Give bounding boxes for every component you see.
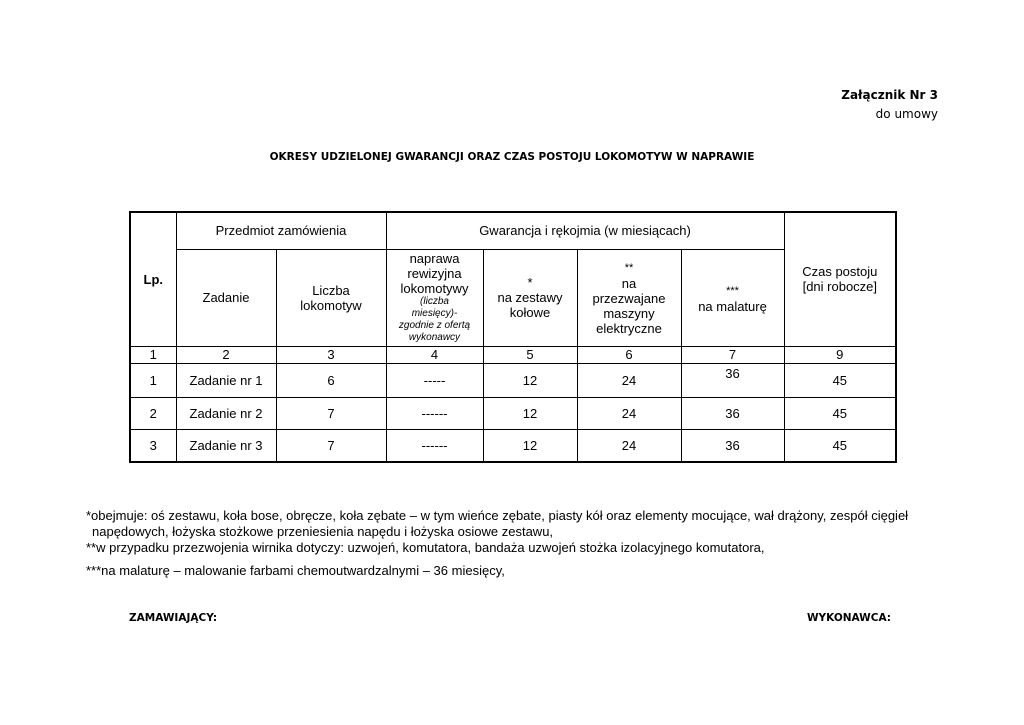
maszyny-line-4: elektryczne: [596, 321, 662, 336]
header-liczba: [276, 249, 386, 346]
cell-lp: 2: [130, 397, 176, 429]
table-row: [130, 397, 896, 429]
cell-malature: 36: [681, 363, 784, 397]
cell-czas: 45: [784, 397, 896, 429]
malature-line-1: na malaturę: [698, 298, 767, 314]
cell-lp: 1: [130, 363, 176, 397]
header-przedmiot: Przedmiot zamówienia: [176, 212, 386, 249]
cell-czas: 45: [784, 363, 896, 397]
naprawa-line-3: lokomotywy: [400, 281, 469, 296]
naprawa-italic-3: zgodnie z ofertą: [398, 320, 471, 331]
maszyny-line-2: przezwajane: [592, 291, 666, 306]
naprawa-italic-4: wykonawcy: [408, 332, 461, 343]
col-number: 1: [130, 346, 176, 363]
col-number: 5: [483, 346, 577, 363]
cell-zadanie: Zadanie nr 3: [176, 429, 276, 462]
signature-zamawiajacy: ZAMAWIAJĄCY:: [129, 612, 218, 624]
cell-zestawy: 12: [483, 429, 577, 462]
cell-malature: 36: [681, 397, 784, 429]
footnote-1b: napędowych, łożyska stożkowe przeniesienia napędu i łożyska osiowe zestawu,: [92, 524, 554, 539]
warranty-table: [129, 211, 897, 463]
maszyny-mark: **: [624, 262, 634, 274]
naprawa-italic-2: miesięcy)-: [411, 308, 458, 319]
col-number: 6: [577, 346, 681, 363]
cell-maszyny: 24: [577, 397, 681, 429]
table-row: [130, 429, 896, 462]
cell-liczba: 7: [276, 429, 386, 462]
header-zadanie: Zadanie: [176, 249, 276, 346]
cell-naprawa: -----: [386, 363, 483, 397]
cell-naprawa: ------: [386, 429, 483, 462]
maszyny-line-3: maszyny: [603, 306, 655, 321]
header-naprawa: [386, 249, 483, 346]
table-row: [130, 363, 896, 397]
zestawy-line-1: na zestawy: [497, 290, 563, 305]
annex-label: [841, 86, 938, 124]
header-lp: Lp.: [130, 212, 176, 346]
zestawy-mark: *: [527, 275, 533, 290]
footnote-3: ***na malaturę – malowanie farbami chemoutwardzalnymi – 36 miesięcy,: [86, 563, 505, 578]
cell-malature: 36: [681, 429, 784, 462]
cell-lp: 3: [130, 429, 176, 462]
cell-zestawy: 12: [483, 363, 577, 397]
col-number: 7: [681, 346, 784, 363]
naprawa-italic-1: (liczba: [420, 296, 449, 307]
header-czas-postoju: [784, 212, 896, 346]
cell-czas: 45: [784, 429, 896, 462]
liczba-line-1: Liczba: [312, 282, 350, 298]
cell-zadanie: Zadanie nr 2: [176, 397, 276, 429]
malature-mark: ***: [726, 284, 739, 297]
naprawa-line-2: rewizyjna: [407, 266, 462, 281]
annex-subtitle: do umowy: [875, 107, 938, 121]
header-gwarancja: Gwarancja i rękojmia (w miesiącach): [386, 212, 784, 249]
zestawy-line-2: kołowe: [509, 305, 551, 320]
header-maszyny: [577, 249, 681, 346]
maszyny-line-1: na: [621, 276, 637, 291]
col-number: 4: [386, 346, 483, 363]
cell-zestawy: 12: [483, 397, 577, 429]
header-malature: [681, 249, 784, 346]
cell-maszyny: 24: [577, 363, 681, 397]
cell-naprawa: ------: [386, 397, 483, 429]
cell-zadanie: Zadanie nr 1: [176, 363, 276, 397]
footnotes: [86, 508, 966, 579]
signature-wykonawca: WYKONAWCA:: [806, 612, 891, 624]
czas-line-1: Czas postoju: [802, 264, 878, 280]
col-number: 9: [784, 346, 896, 363]
column-number-row: [130, 346, 896, 363]
footnote-1a: *obejmuje: oś zestawu, koła bose, obręcze, koła zębate – w tym wieńce zębate, piasty kół oraz elementy mocujące, wał drążony, zespół cięgieł: [86, 508, 909, 523]
col-number: 2: [176, 346, 276, 363]
cell-liczba: 6: [276, 363, 386, 397]
liczba-line-2: lokomotyw: [300, 297, 362, 313]
col-number: 3: [276, 346, 386, 363]
footnote-2: **w przypadku przezwojenia wirnika dotyczy: uzwojeń, komutatora, bandaża uzwojeń stożka izolacyjnego komutatora,: [86, 540, 765, 555]
cell-maszyny: 24: [577, 429, 681, 462]
document-title: OKRESY UDZIELONEJ GWARANCJI ORAZ CZAS POSTOJU LOKOMOTYW W NAPRAWIE: [269, 151, 755, 163]
annex-number: Załącznik Nr 3: [841, 88, 938, 102]
czas-line-2: [dni robocze]: [802, 279, 878, 295]
cell-liczba: 7: [276, 397, 386, 429]
naprawa-line-1: naprawa: [409, 251, 460, 266]
header-zestawy: [483, 249, 577, 346]
